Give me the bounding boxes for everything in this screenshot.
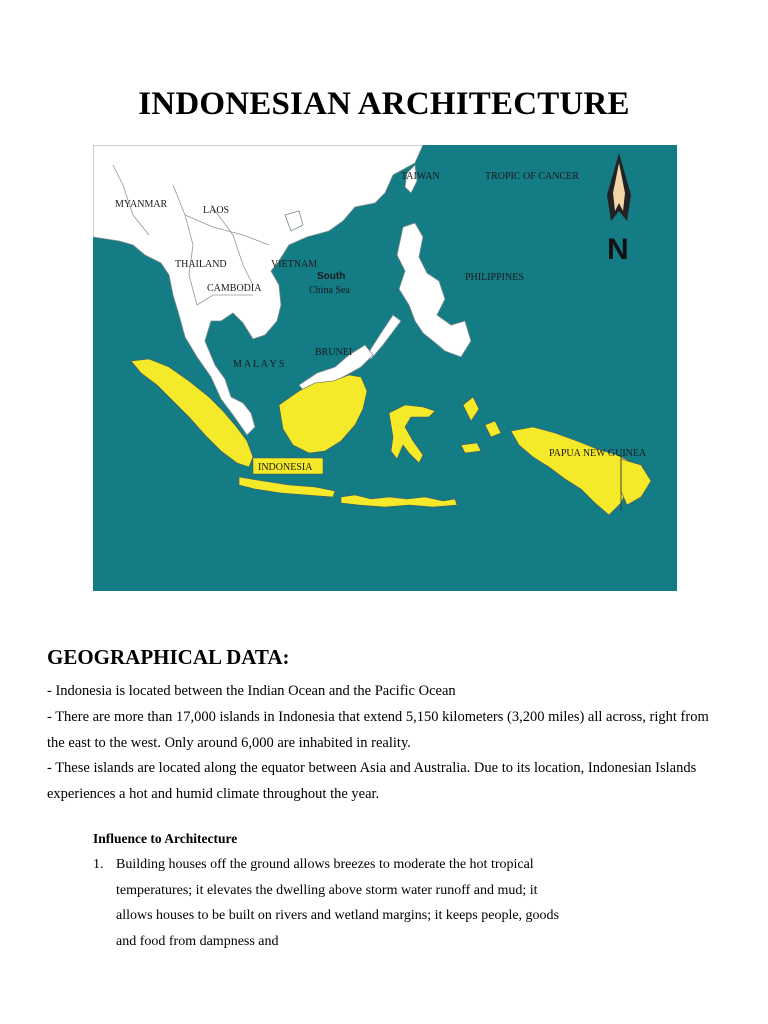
map-label-cambodia: CAMBODIA (207, 283, 262, 294)
map-label-south: South (317, 271, 346, 282)
map-label-philippines: PHILIPPINES (465, 272, 524, 283)
page-title: INDONESIAN ARCHITECTURE (138, 86, 630, 122)
influence-list (93, 852, 563, 954)
paragraph-3: - These islands are located along the equator between Asia and Australia. Due to its location, Indonesian Islands experiences a hot and humid climate throughout the year. (47, 760, 697, 802)
map-label-china-sea: China Sea (309, 285, 350, 296)
subheading: Influence to Architecture (93, 831, 238, 846)
map-image (93, 145, 677, 591)
list-item-number: 1. (93, 857, 104, 872)
southeast-asia-map (93, 145, 677, 591)
paragraph-2: - There are more than 17,000 islands in Indonesia that extend 5,150 kilometers (3,200 miles) all across, right from the east to the west. Only around 6,000 are inhabited in reality. (47, 709, 709, 751)
map-label-laos: LAOS (203, 205, 230, 216)
section-heading: GEOGRAPHICAL DATA: (47, 645, 290, 669)
map-label-thailand: THAILAND (175, 259, 227, 270)
map-label-papua: PAPUA NEW GUINEA (549, 448, 647, 459)
paragraph-1: - Indonesia is located between the Indian Ocean and the Pacific Ocean (47, 683, 456, 699)
map-label-vietnam: VIETNAM (271, 259, 318, 270)
map-label-malaysia: M A L A Y S (233, 359, 285, 370)
map-label-myanmar: MYANMAR (115, 199, 168, 210)
map-label-tropic: TROPIC OF CANCER (485, 171, 579, 182)
map-label-brunei: BRUNEI (315, 347, 353, 358)
map-label-taiwan: TAIWAN (401, 171, 440, 182)
north-arrow-label: N (607, 233, 629, 266)
list-item-text: Building houses off the ground allows breezes to moderate the hot tropical temperatures; it elevates the dwelling above storm water runoff and mud; it allows houses to be built on rivers and wetland margins; it keeps people, goods and food from dampness and (116, 857, 560, 949)
list-item (93, 852, 563, 954)
map-label-indonesia: INDONESIA (258, 462, 313, 473)
